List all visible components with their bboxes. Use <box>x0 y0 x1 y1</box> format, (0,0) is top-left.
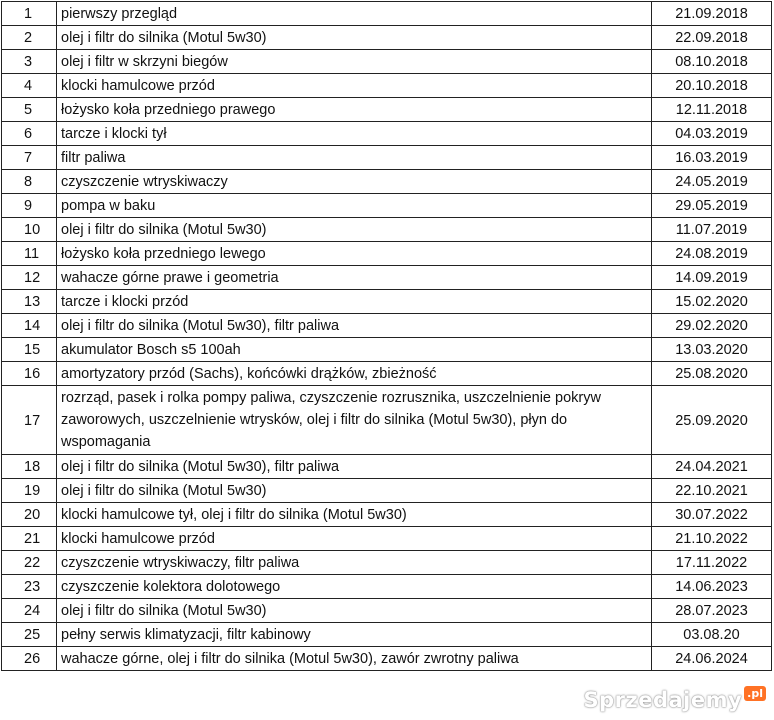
row-number: 4 <box>2 74 57 98</box>
row-number: 21 <box>2 527 57 551</box>
service-description: akumulator Bosch s5 100ah <box>57 338 652 362</box>
row-number: 13 <box>2 290 57 314</box>
service-date: 08.10.2018 <box>652 50 772 74</box>
table-row <box>2 98 772 122</box>
table-row <box>2 647 772 671</box>
table-row <box>2 599 772 623</box>
service-description: filtr paliwa <box>57 146 652 170</box>
service-date: 15.02.2020 <box>652 290 772 314</box>
service-date: 16.03.2019 <box>652 146 772 170</box>
service-date: 21.10.2022 <box>652 527 772 551</box>
row-number: 20 <box>2 503 57 527</box>
service-description: olej i filtr do silnika (Motul 5w30) <box>57 26 652 50</box>
service-description: czyszczenie kolektora dolotowego <box>57 575 652 599</box>
service-description: olej i filtr do silnika (Motul 5w30), filtr paliwa <box>57 455 652 479</box>
service-description: olej i filtr do silnika (Motul 5w30) <box>57 599 652 623</box>
row-number: 23 <box>2 575 57 599</box>
service-description: łożysko koła przedniego prawego <box>57 98 652 122</box>
service-date: 24.04.2021 <box>652 455 772 479</box>
table-row <box>2 26 772 50</box>
watermark <box>583 688 766 712</box>
table-row <box>2 362 772 386</box>
table-row <box>2 50 772 74</box>
table-row <box>2 194 772 218</box>
service-date: 24.08.2019 <box>652 242 772 266</box>
service-date: 22.10.2021 <box>652 479 772 503</box>
row-number: 17 <box>2 386 57 455</box>
table-row <box>2 74 772 98</box>
service-description: pełny serwis klimatyzacji, filtr kabinowy <box>57 623 652 647</box>
table-row <box>2 218 772 242</box>
table-row <box>2 575 772 599</box>
row-number: 15 <box>2 338 57 362</box>
service-date: 04.03.2019 <box>652 122 772 146</box>
table-row <box>2 479 772 503</box>
service-description: łożysko koła przedniego lewego <box>57 242 652 266</box>
service-description: pierwszy przegląd <box>57 2 652 26</box>
service-description: klocki hamulcowe przód <box>57 74 652 98</box>
service-date: 13.03.2020 <box>652 338 772 362</box>
row-number: 22 <box>2 551 57 575</box>
table-row <box>2 122 772 146</box>
service-description: wahacze górne, olej i filtr do silnika (Motul 5w30), zawór zwrotny paliwa <box>57 647 652 671</box>
row-number: 2 <box>2 26 57 50</box>
service-date: 12.11.2018 <box>652 98 772 122</box>
row-number: 11 <box>2 242 57 266</box>
row-number: 16 <box>2 362 57 386</box>
table-row <box>2 338 772 362</box>
table-row <box>2 242 772 266</box>
service-description: klocki hamulcowe tył, olej i filtr do silnika (Motul 5w30) <box>57 503 652 527</box>
service-description: rozrząd, pasek i rolka pompy paliwa, czyszczenie rozrusznika, uszczelnienie pokryw zaworowych, uszczelnienie wtrysków, olej i filtr do silnika (Motul 5w30), płyn do wspomagania <box>57 386 652 455</box>
service-date: 30.07.2022 <box>652 503 772 527</box>
table-row <box>2 527 772 551</box>
service-description: olej i filtr do silnika (Motul 5w30), filtr paliwa <box>57 314 652 338</box>
row-number: 24 <box>2 599 57 623</box>
service-date: 29.05.2019 <box>652 194 772 218</box>
row-number: 5 <box>2 98 57 122</box>
row-number: 1 <box>2 2 57 26</box>
service-history-table <box>1 1 772 671</box>
service-date: 14.09.2019 <box>652 266 772 290</box>
table-row <box>2 455 772 479</box>
service-date: 11.07.2019 <box>652 218 772 242</box>
service-description: czyszczenie wtryskiwaczy, filtr paliwa <box>57 551 652 575</box>
service-date: 22.09.2018 <box>652 26 772 50</box>
table-row <box>2 266 772 290</box>
table-row <box>2 551 772 575</box>
service-date: 25.09.2020 <box>652 386 772 455</box>
table-row <box>2 314 772 338</box>
service-date: 24.06.2024 <box>652 647 772 671</box>
row-number: 19 <box>2 479 57 503</box>
row-number: 18 <box>2 455 57 479</box>
service-date: 20.10.2018 <box>652 74 772 98</box>
table-row <box>2 170 772 194</box>
row-number: 6 <box>2 122 57 146</box>
service-date: 14.06.2023 <box>652 575 772 599</box>
row-number: 26 <box>2 647 57 671</box>
service-history-rows <box>2 2 772 671</box>
service-description: klocki hamulcowe przód <box>57 527 652 551</box>
row-number: 12 <box>2 266 57 290</box>
service-date: 17.11.2022 <box>652 551 772 575</box>
table-row <box>2 146 772 170</box>
row-number: 8 <box>2 170 57 194</box>
service-description: tarcze i klocki tył <box>57 122 652 146</box>
service-description: czyszczenie wtryskiwaczy <box>57 170 652 194</box>
table-row <box>2 503 772 527</box>
row-number: 9 <box>2 194 57 218</box>
service-date: 29.02.2020 <box>652 314 772 338</box>
service-description: olej i filtr do silnika (Motul 5w30) <box>57 479 652 503</box>
watermark-text: Sprzedajemy <box>583 688 743 712</box>
table-row <box>2 2 772 26</box>
row-number: 3 <box>2 50 57 74</box>
service-date: 24.05.2019 <box>652 170 772 194</box>
service-date: 28.07.2023 <box>652 599 772 623</box>
watermark-badge: .pl <box>744 686 766 701</box>
service-date: 03.08.20 <box>652 623 772 647</box>
table-row <box>2 386 772 455</box>
service-description: olej i filtr do silnika (Motul 5w30) <box>57 218 652 242</box>
row-number: 25 <box>2 623 57 647</box>
service-description: amortyzatory przód (Sachs), końcówki drążków, zbieżność <box>57 362 652 386</box>
row-number: 7 <box>2 146 57 170</box>
table-row <box>2 290 772 314</box>
row-number: 14 <box>2 314 57 338</box>
service-description: tarcze i klocki przód <box>57 290 652 314</box>
service-description: olej i filtr w skrzyni biegów <box>57 50 652 74</box>
service-description: pompa w baku <box>57 194 652 218</box>
service-date: 25.08.2020 <box>652 362 772 386</box>
row-number: 10 <box>2 218 57 242</box>
service-date: 21.09.2018 <box>652 2 772 26</box>
service-description: wahacze górne prawe i geometria <box>57 266 652 290</box>
table-row <box>2 623 772 647</box>
